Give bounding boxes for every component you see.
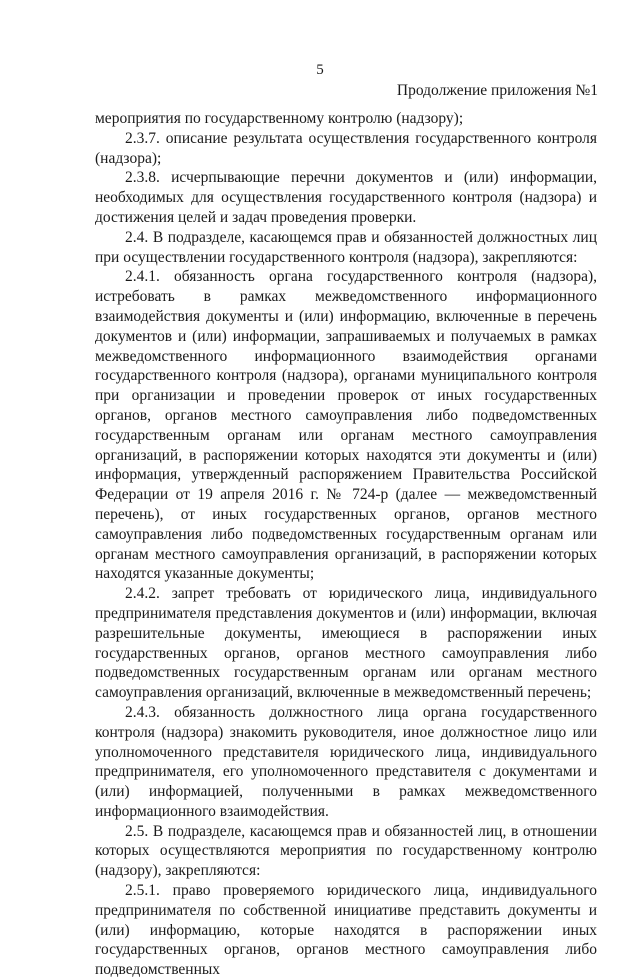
paragraph-2-4: 2.4. В подразделе, касающемся прав и обязанностей должностных лиц при осуществлении государственного контроля (надзора), закрепляются:: [95, 228, 597, 266]
page-number: 5: [316, 62, 324, 78]
paragraph-2-4-1: 2.4.1. обязанность органа государственного контроля (надзора), истребовать в рамках межведомственного информационного взаимодействия документы и (или) информацию, включенные в перечень документов и (или) информации, запрашиваемых и получаемых в рамках межведомственного информационного взаимодействия органами государственного контроля (надзора), органами муниципального контроля при организации и проведении проверок от иных государственных органов, органов местного самоуправления либо подведомственных государственным органам или органам местного самоуправления организаций, в распоряжении которых находятся эти документы и (или) информация, утвержденный распоряжением Правительства Российской Федерации от 19 апреля 2016 г. № 724-р (далее — межведомственный перечень), от иных государственных органов, органов местного самоуправления либо подведомственных государственным органам или органам местного самоуправления организаций, в распоряжении которых находятся указанные документы;: [95, 268, 597, 583]
paragraph-2-5: 2.5. В подразделе, касающемся прав и обязанностей лиц, в отношении которых осуществляются мероприятия по государственному контролю (надзору), закрепляются:: [95, 822, 597, 880]
appendix-continuation-header: Продолжение приложения №1: [396, 82, 598, 99]
paragraph-2-4-3: 2.4.3. обязанность должностного лица органа государственного контроля (надзора) знакомить руководителя, иное должностное лицо или уполномоченного представителя юридического лица, индивидуального предпринимателя, его уполномоченного представителя с документами и (или) информацией, полученными в рамках межведомственного информационного взаимодействия.: [95, 703, 597, 820]
document-body: [95, 109, 597, 980]
paragraph-2-4-2: 2.4.2. запрет требовать от юридического лица, индивидуального предпринимателя представления документов и (или) информации, включая разрешительные документы, имеющиеся в распоряжении иных государственных органов, органов местного самоуправления либо подведомственных государственным органам или органам местного самоуправления организаций, включенные в межведомственный перечень;: [95, 585, 597, 702]
paragraph-continuation: мероприятия по государственному контролю (надзору);: [95, 110, 464, 127]
paragraph-2-5-1: 2.5.1. право проверяемого юридического лица, индивидуального предпринимателя по собственной инициативе представить документы и (или) информацию, которые находятся в распоряжении иных государственных органов, органов местного самоуправления либо подведомственных: [95, 882, 597, 979]
paragraph-2-3-8: 2.3.8. исчерпывающие перечни документов и (или) информации, необходимых для осуществления государственного контроля (надзора) и достижения целей и задач проведения проверки.: [95, 169, 597, 226]
paragraph-2-3-7: 2.3.7. описание результата осуществления государственного контроля (надзора);: [95, 129, 597, 167]
